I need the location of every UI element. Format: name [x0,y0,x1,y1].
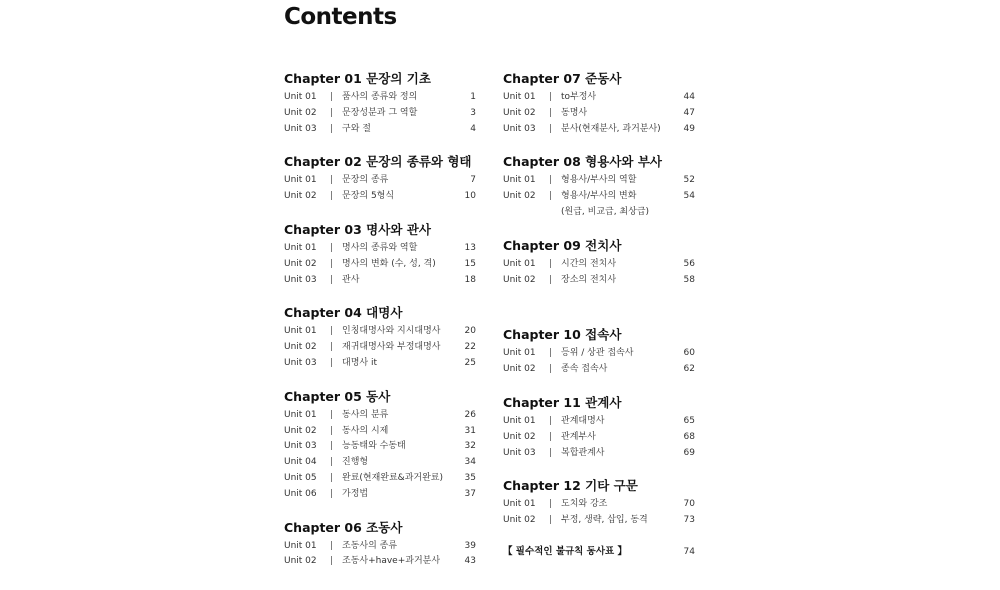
page-title: Contents [284,4,397,30]
unit-entry[interactable] [503,90,701,106]
unit-entry[interactable] [503,173,701,189]
unit-title: 문장의 종류 [342,175,389,186]
unit-separator: | [549,123,553,134]
unit-title: 인칭대명사와 지시대명사 [342,326,441,337]
page-number: 31 [464,425,476,436]
unit-title: 동사의 시제 [342,425,389,436]
unit-number: Unit 01 [503,175,536,186]
unit-separator: | [549,515,553,526]
unit-separator: | [330,457,334,468]
chapter-title[interactable]: Chapter 01 문장의 기초 [284,71,431,86]
page-number: 15 [464,258,476,269]
page-number: 44 [683,92,695,102]
unit-separator: | [549,92,553,102]
unit-entry[interactable] [503,362,701,378]
unit-entry[interactable] [284,241,482,257]
unit-entry[interactable] [503,189,701,205]
unit-number: Unit 01 [284,175,317,186]
page-number: 47 [683,107,695,118]
unit-title: 관계부사 [561,431,596,442]
unit-separator: | [330,488,334,499]
unit-title: to부정사 [561,92,597,102]
unit-entry[interactable] [284,106,482,122]
chapter-section [503,235,701,289]
unit-separator: | [330,472,334,483]
page-number: 26 [464,409,476,420]
unit-separator: | [330,441,334,452]
unit-number: Unit 01 [503,348,536,359]
unit-title: 완료(현재완료&과거완료) [342,472,443,483]
unit-title: 명사의 종류와 역할 [342,242,418,253]
unit-separator: | [330,242,334,253]
unit-number: Unit 02 [503,431,536,442]
unit-title: 장소의 전치사 [561,274,617,285]
chapter-section [284,219,482,288]
chapter-title[interactable]: Chapter 02 문장의 종류와 형태 [284,154,472,170]
unit-title: 재귀대명사와 부정대명사 [342,342,441,353]
unit-entry[interactable] [503,346,701,362]
unit-entry[interactable] [503,497,701,513]
unit-separator: | [330,326,334,337]
unit-entry[interactable] [503,273,701,289]
unit-entry[interactable] [284,455,482,471]
unit-number: Unit 01 [284,540,317,551]
unit-separator: | [330,107,334,118]
unit-number: Unit 05 [284,472,317,483]
unit-separator: | [330,556,334,567]
chapter-title[interactable]: Chapter 07 준동사 [503,71,622,86]
page-number: 10 [464,191,476,202]
unit-entry[interactable] [503,257,701,273]
unit-number: Unit 02 [284,342,317,353]
unit-separator: | [330,123,334,134]
chapter-title[interactable]: Chapter 10 접속사 [503,327,622,343]
unit-number: Unit 03 [284,441,317,452]
unit-title: 구와 절 [342,123,371,134]
chapter-section [503,68,701,137]
chapter-title[interactable]: Chapter 05 동사 [284,388,391,404]
unit-number: Unit 02 [503,364,536,375]
unit-title: 문장성분과 그 역할 [342,107,418,118]
page-number: 7 [470,175,476,186]
page-number: 20 [464,326,476,337]
unit-entry[interactable] [503,513,701,529]
unit-number: Unit 02 [503,107,536,118]
page-number: 37 [464,488,476,499]
page-number: 58 [683,274,695,285]
page-number: 70 [683,499,695,510]
unit-separator: | [549,175,553,186]
unit-separator: | [330,540,334,551]
unit-separator: | [549,447,553,458]
unit-title: 조동사+have+과거분사 [342,556,441,567]
unit-entry[interactable] [284,324,482,340]
unit-number: Unit 01 [503,415,536,426]
appendix-title: 【 필수적인 불규칙 동사표 】 [503,545,627,557]
appendix-entry[interactable] [503,543,701,561]
page-number: 22 [464,342,476,353]
unit-title: 시간의 전치사 [561,258,617,269]
page-number: 43 [464,556,476,567]
page-number: 60 [683,348,695,359]
chapter-title[interactable]: Chapter 09 전치사 [503,237,622,253]
unit-title: 등위 / 상관 접속사 [561,348,634,359]
unit-entry[interactable] [284,424,482,440]
page-number: 49 [683,123,695,134]
unit-separator: | [330,175,334,186]
unit-entry[interactable] [284,189,482,205]
unit-title: 조동사의 종류 [342,540,398,551]
unit-number: Unit 03 [284,274,317,285]
page-number: 73 [683,515,695,526]
unit-separator: | [549,364,553,375]
unit-subtitle: (원급, 비교급, 최상급) [561,206,650,217]
page-number: 39 [464,540,476,551]
unit-entry[interactable] [503,122,701,138]
unit-title: 관계대명사 [561,415,605,426]
unit-separator: | [330,92,334,102]
chapter-section [503,475,701,529]
unit-entry[interactable] [284,471,482,487]
unit-title: 품사의 종류와 정의 [342,92,418,102]
unit-title: 종속 접속사 [561,364,608,375]
unit-separator: | [330,274,334,285]
unit-number: Unit 04 [284,457,317,468]
page-number: 74 [683,546,695,557]
unit-title: 관사 [342,274,360,285]
unit-title: 분사(현재분사, 과거분사) [561,123,661,134]
chapter-section [503,392,701,461]
unit-title: 도치와 강조 [561,499,608,510]
unit-separator: | [549,415,553,426]
toc-left-column [284,68,482,584]
chapter-title[interactable]: Chapter 11 관계사 [503,394,622,410]
unit-number: Unit 02 [284,556,317,567]
page-number: 3 [470,107,476,118]
unit-entry[interactable] [284,173,482,189]
unit-separator: | [549,348,553,359]
unit-entry[interactable] [284,408,482,424]
unit-number: Unit 06 [284,488,317,499]
unit-entry[interactable] [284,257,482,273]
unit-separator: | [549,431,553,442]
unit-entry[interactable] [284,554,482,570]
unit-entry[interactable] [284,539,482,555]
unit-number: Unit 01 [284,326,317,337]
unit-entry[interactable] [503,446,701,462]
chapter-section [503,324,701,378]
page-number: 54 [683,191,695,202]
unit-title: 대명사 it [342,357,377,368]
page-number: 34 [464,457,476,468]
page-number: 65 [683,415,695,426]
unit-separator: | [330,357,334,368]
chapter-title[interactable]: Chapter 08 형용사와 부사 [503,154,662,170]
page-number: 1 [470,92,476,102]
page-number: 68 [683,431,695,442]
unit-entry[interactable] [503,430,701,446]
page-number: 25 [464,357,476,368]
unit-separator: | [330,191,334,202]
unit-title: 복합관계사 [561,447,605,458]
unit-number: Unit 03 [284,123,317,134]
unit-title: 명사의 변화 (수, 성, 격) [342,258,436,269]
chapter-section [284,151,482,205]
unit-number: Unit 01 [503,92,536,102]
page-number: 32 [464,441,476,452]
chapter-section [284,517,482,571]
unit-title: 능동태와 수동태 [342,441,406,452]
chapter-title[interactable]: Chapter 03 명사와 관사 [284,221,431,237]
chapter-title[interactable]: Chapter 04 대명사 [284,305,403,321]
unit-number: Unit 01 [503,499,536,510]
unit-entry[interactable] [503,106,701,122]
chapter-section [284,68,482,137]
unit-separator: | [549,499,553,510]
unit-number: Unit 03 [503,447,536,458]
chapter-title[interactable]: Chapter 06 조동사 [284,519,403,535]
unit-separator: | [549,258,553,269]
unit-entry[interactable] [284,356,482,372]
page-number: 35 [464,472,476,483]
unit-entry[interactable] [284,439,482,455]
unit-entry[interactable] [284,340,482,356]
page-number: 4 [470,123,476,134]
unit-number: Unit 03 [284,357,317,368]
unit-separator: | [330,342,334,353]
unit-number: Unit 02 [503,191,536,202]
unit-title: 동명사 [561,107,588,118]
unit-separator: | [549,191,553,202]
chapter-title[interactable]: Chapter 12 기타 구문 [503,478,638,494]
unit-number: Unit 02 [284,258,317,269]
unit-number: Unit 01 [284,409,317,420]
page-number: 52 [683,175,695,186]
page-number: 13 [464,242,476,253]
unit-number: Unit 01 [503,258,536,269]
unit-separator: | [549,107,553,118]
chapter-section [284,302,482,371]
unit-separator: | [549,274,553,285]
page-number: 62 [683,364,695,375]
unit-title: 형용사/부사의 역할 [561,175,637,186]
unit-separator: | [330,409,334,420]
unit-number: Unit 02 [284,107,317,118]
unit-title: 부정, 생략, 삽입, 동격 [561,515,648,526]
page-number: 56 [683,258,695,269]
unit-title: 형용사/부사의 변화 [561,191,637,202]
unit-title: 가정법 [342,488,369,499]
unit-number: Unit 02 [284,191,317,202]
unit-separator: | [330,258,334,269]
unit-title: 동사의 분류 [342,409,389,420]
toc-right-column [503,68,701,561]
unit-entry[interactable] [284,487,482,503]
page-number: 18 [464,274,476,285]
unit-title: 진행형 [342,457,369,468]
unit-number: Unit 02 [503,515,536,526]
unit-number: Unit 02 [284,425,317,436]
unit-number: Unit 03 [503,123,536,134]
unit-entry[interactable] [284,90,482,106]
unit-entry[interactable] [284,122,482,138]
unit-number: Unit 02 [503,274,536,285]
unit-number: Unit 01 [284,92,317,102]
chapter-section [503,151,701,220]
unit-entry[interactable] [284,273,482,289]
page-number: 69 [683,447,695,458]
unit-separator: | [330,425,334,436]
unit-number: Unit 01 [284,242,317,253]
unit-entry[interactable] [503,414,701,430]
unit-title: 문장의 5형식 [342,191,395,202]
chapter-section [284,386,482,503]
